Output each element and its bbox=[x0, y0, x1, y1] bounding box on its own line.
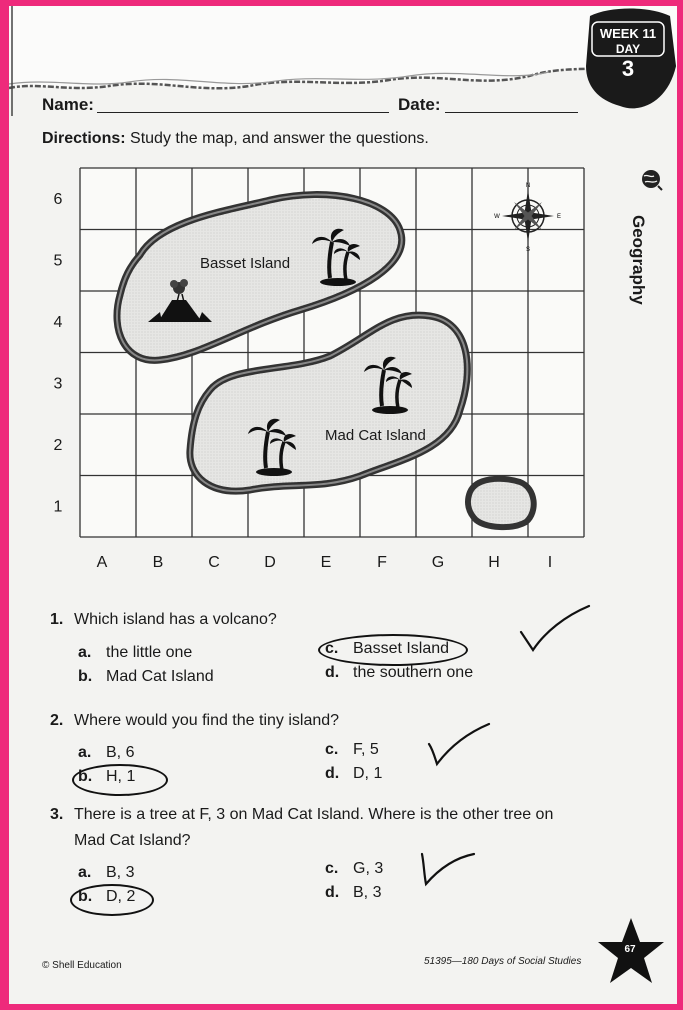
question-number: 2. bbox=[50, 712, 64, 729]
question-3-line-2: Mad Cat Island? bbox=[74, 832, 191, 849]
date-field[interactable] bbox=[445, 112, 578, 113]
footer-copyright: © Shell Education bbox=[42, 960, 122, 971]
compass-n: N bbox=[525, 183, 531, 189]
answer-circle-mark bbox=[318, 634, 468, 666]
answer-text: B, 3 bbox=[106, 864, 135, 881]
answer-circle-mark bbox=[70, 884, 154, 916]
answer-option[interactable] bbox=[78, 864, 134, 882]
badge-week: WEEK 11 bbox=[599, 26, 657, 41]
column-label: I bbox=[547, 554, 553, 571]
compass-w: W bbox=[494, 214, 500, 220]
column-label: F bbox=[377, 554, 387, 571]
compass-e: E bbox=[556, 214, 562, 220]
answer-text: Basset Island bbox=[353, 640, 450, 657]
answer-letter: a. bbox=[78, 744, 92, 761]
answer-option[interactable] bbox=[325, 860, 383, 878]
basset-island-label: Basset Island bbox=[200, 255, 291, 272]
answer-option[interactable] bbox=[78, 668, 214, 686]
row-label: 6 bbox=[53, 191, 63, 208]
checkmark-icon bbox=[418, 842, 478, 888]
answer-text: B, 6 bbox=[106, 744, 135, 761]
column-label: G bbox=[431, 554, 445, 571]
answer-letter: b. bbox=[78, 888, 93, 905]
name-date-row bbox=[42, 95, 602, 119]
name-label: Name: bbox=[42, 95, 94, 114]
question-text: There is a tree at F, 3 on Mad Cat Island. Where is the other tree on bbox=[74, 806, 554, 823]
column-label: B bbox=[152, 554, 164, 571]
column-label: C bbox=[208, 554, 220, 571]
directions bbox=[42, 130, 429, 148]
answer-letter: d. bbox=[325, 664, 340, 681]
answer-letter: c. bbox=[325, 640, 339, 657]
row-label: 2 bbox=[53, 437, 63, 454]
question-3 bbox=[50, 806, 553, 824]
answer-text: H, 1 bbox=[106, 768, 136, 785]
answer-option[interactable] bbox=[325, 765, 382, 783]
question-text: Which island has a volcano? bbox=[74, 611, 277, 628]
answer-option[interactable] bbox=[325, 884, 381, 902]
answer-text: the little one bbox=[106, 644, 193, 661]
question-number: 1. bbox=[50, 611, 64, 628]
column-label: E bbox=[320, 554, 332, 571]
answer-letter: b. bbox=[78, 668, 93, 685]
question-2 bbox=[50, 712, 339, 730]
answer-text: F, 5 bbox=[353, 741, 379, 758]
compass-s: S bbox=[525, 247, 531, 253]
date-label: Date: bbox=[398, 95, 441, 114]
directions-label: Directions: bbox=[42, 130, 126, 147]
answer-letter: d. bbox=[325, 884, 340, 901]
island-map bbox=[30, 160, 600, 580]
answer-text: D, 1 bbox=[353, 765, 383, 782]
question-1 bbox=[50, 611, 277, 629]
answer-circle-mark bbox=[72, 764, 168, 796]
answer-text: D, 2 bbox=[106, 888, 136, 905]
answer-option[interactable] bbox=[78, 744, 134, 762]
row-label: 1 bbox=[53, 498, 63, 516]
checkmark-icon bbox=[515, 602, 595, 658]
answer-option[interactable] bbox=[325, 664, 473, 682]
answer-option[interactable] bbox=[78, 644, 192, 662]
badge-day-number: 3 bbox=[621, 56, 635, 81]
answer-text: Mad Cat Island bbox=[106, 668, 214, 685]
answer-letter: a. bbox=[78, 864, 92, 881]
page-number: 67 bbox=[624, 944, 636, 955]
column-label: D bbox=[264, 554, 276, 571]
question-text: Where would you find the tiny island? bbox=[74, 712, 340, 729]
column-label: A bbox=[96, 554, 108, 571]
answer-option[interactable] bbox=[325, 741, 379, 759]
tiny-island bbox=[468, 479, 534, 527]
footer-book-title: 51395—180 Days of Social Studies bbox=[424, 956, 582, 967]
row-label: 4 bbox=[53, 314, 63, 331]
madcat-island-label: Mad Cat Island bbox=[325, 427, 426, 444]
answer-letter: d. bbox=[325, 765, 340, 782]
badge-day-label: DAY bbox=[615, 42, 641, 56]
answer-letter: c. bbox=[325, 741, 339, 758]
column-label: H bbox=[488, 554, 500, 571]
answer-letter: b. bbox=[78, 768, 93, 785]
answer-letter: a. bbox=[78, 644, 92, 661]
checkmark-icon bbox=[425, 720, 495, 770]
answer-text: G, 3 bbox=[353, 860, 384, 877]
directions-text: Study the map, and answer the questions. bbox=[125, 130, 429, 147]
answer-text: the southern one bbox=[353, 664, 474, 681]
answer-text: B, 3 bbox=[353, 884, 382, 901]
row-label: 5 bbox=[53, 252, 63, 270]
answer-letter: c. bbox=[325, 860, 339, 877]
side-tab-label: Geography bbox=[629, 215, 648, 305]
question-number: 3. bbox=[50, 806, 64, 823]
row-label: 3 bbox=[53, 375, 63, 393]
name-field[interactable] bbox=[97, 112, 389, 113]
globe-icon bbox=[640, 168, 664, 192]
